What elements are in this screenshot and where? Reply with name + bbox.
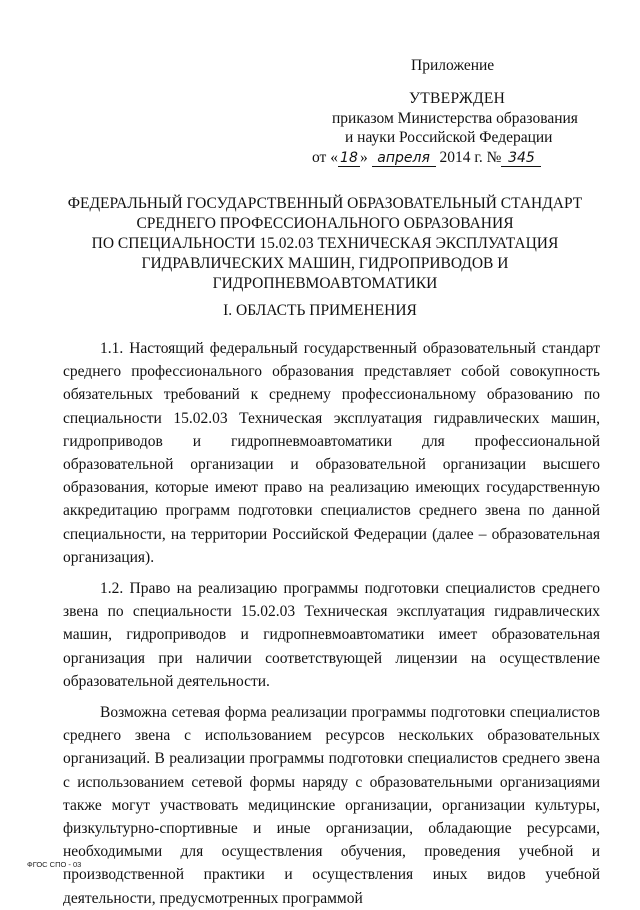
document-title [60, 194, 590, 294]
order-line-2: и науки Российской Федерации [345, 129, 553, 146]
paragraph-1-2: 1.2. Право на реализацию программы подготовки специалистов среднего звена по специальности 15.02.03 Техническая эксплуатация гидравлических машин, гидроприводов и гидропневмоавтоматики имеет образовательная организация при наличии соответствующей лицензии на осуществление образовательной деятельности. [63, 580, 600, 690]
document-body [63, 337, 600, 910]
handwritten-month: апреля [372, 150, 436, 167]
order-date-line [312, 147, 541, 169]
footer-code: ФГОС СПО - 03 [27, 860, 82, 869]
title-line: ГИДРАВЛИЧЕСКИХ МАШИН, ГИДРОПРИВОДОВ И [141, 255, 509, 272]
title-line: ПО СПЕЦИАЛЬНОСТИ 15.02.03 ТЕХНИЧЕСКАЯ ЭКСПЛУАТАЦИЯ [91, 235, 559, 252]
date-year: 2014 г. № [439, 149, 502, 166]
handwritten-order-number: 345 [501, 150, 541, 167]
date-prefix: от « [312, 149, 338, 166]
order-line-1: приказом Министерства образования [332, 110, 578, 127]
handwritten-day: 18 [338, 150, 360, 167]
date-mid: » [359, 149, 368, 166]
approved-label: УТВЕРЖДЕН [409, 90, 506, 107]
paragraph-1-1: 1.1. Настоящий федеральный государственный образовательный стандарт среднего профессионального образования представляет собой совокупность обязательных требований к среднему профессиональному образованию по специальности 15.02.03 Техническая эксплуатация гидравлических машин, гидроприводов и гидропневмоавтоматики для профессиональной образовательной организации и образовательной организации высшего образования, которые имеют право на реализацию имеющих государственную аккредитацию программ подготовки специалистов среднего звена по данной специальности, на территории Российской Федерации (далее – образовательная организация). [63, 340, 600, 566]
title-line: ГИДРОПНЕВМОАВТОМАТИКИ [212, 275, 438, 292]
appendix-label: Приложение [411, 57, 495, 74]
title-line: ФЕДЕРАЛЬНЫЙ ГОСУДАРСТВЕННЫЙ ОБРАЗОВАТЕЛЬНЫЙ СТАНДАРТ [67, 195, 583, 212]
paragraph-network-form: Возможна сетевая форма реализации программы подготовки специалистов среднего звена с использованием ресурсов нескольких образовательных организаций. В реализации программы подготовки специалистов среднего звена с использованием сетевой формы наряду с образовательными организациями также могут участвовать медицинские организации, организации культуры, физкультурно-спортивные и иные организации, обладающие ресурсами, необходимыми для осуществления обучения, проведения учебной и производственной практики и осуществления иных видов учебной деятельности, предусмотренных программой [63, 704, 600, 907]
section-heading: I. ОБЛАСТЬ ПРИМЕНЕНИЯ [223, 302, 417, 319]
title-line: СРЕДНЕГО ПРОФЕССИОНАЛЬНОГО ОБРАЗОВАНИЯ [136, 215, 514, 232]
